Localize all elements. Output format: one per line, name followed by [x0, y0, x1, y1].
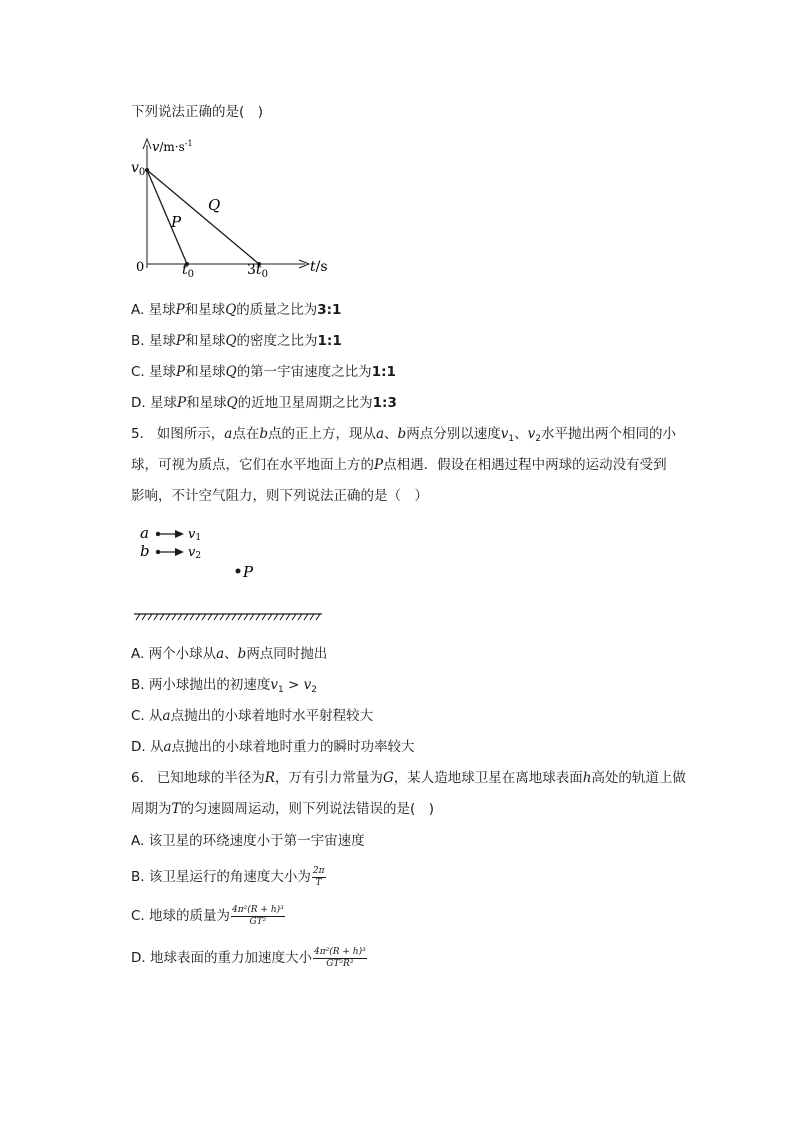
q6-option-b[interactable]: B. 该卫星运行的角速度大小为 $\frac{2\pi}{T}$: [131, 865, 325, 888]
q5-option-a[interactable]: A. 两个小球从a、b两点同时抛出: [131, 646, 328, 662]
q6-option-a[interactable]: A. 该卫星的环绕速度小于第一宇宙速度: [131, 833, 365, 849]
point-p-dot: [236, 569, 241, 574]
q5-option-c[interactable]: C. 从a点抛出的小球着地时水平射程较大: [131, 708, 374, 724]
q6-option-c[interactable]: C. 地球的质量为 $\frac{\text{4π²(R + h)³}}{\text{GT²}}$: [131, 904, 284, 927]
q5-option-d[interactable]: D. 从a点抛出的小球着地时重力的瞬时功率较大: [131, 739, 415, 755]
line-q-label: Q: [208, 196, 221, 214]
q6-option-d[interactable]: D. 地球表面的重力加速度大小 $\frac{\text{4π²(R + h)³}}{\text{GT²R²}}$: [131, 946, 366, 969]
q4-option-c[interactable]: C. 星球P和星球Q的第一宇宙速度之比为1:1: [131, 364, 396, 380]
surface-gravity-fraction: $\frac{\text{4π²(R + h)³}}{\text{GT²R²}}$: [313, 946, 366, 969]
q6-stem-line-2: 周期为T的匀速圆周运动，则下列说法错误的是( ): [131, 801, 435, 817]
line-q: [147, 170, 259, 264]
origin-label: 0: [136, 260, 145, 275]
v0-label: $v_0$: [131, 160, 146, 178]
q5-stem-line-2: 球，可视为质点，它们在水平地面上方的P点相遇．假设在相遇过程中两球的运动没有受到: [131, 457, 667, 473]
q6-stem-line-1: 6. 已知地球的半径为R，万有引力常量为G，某人造地球卫星在离地球表面h高处的轨道上做: [131, 770, 686, 786]
ground-hatch: [136, 614, 320, 620]
q5-stem-line-3: 影响，不计空气阻力，则下列说法正确的是（ ）: [131, 488, 428, 504]
v1-label: v1: [188, 527, 202, 543]
v2-label: v2: [188, 545, 202, 561]
angular-velocity-fraction: $\frac{2\pi}{T}$: [312, 865, 325, 888]
3t0-tick-label: $3t_0$: [247, 262, 268, 280]
q5-option-b[interactable]: B. 两小球抛出的初速度$v_1 > v_2$: [131, 677, 317, 695]
point-p-label: P: [243, 563, 254, 581]
earth-mass-fraction: $\frac{\text{4π²(R + h)³}}{\text{GT²}}$: [232, 904, 284, 927]
q4-option-d[interactable]: D. 星球P和星球Q的近地卫星周期之比为1:3: [131, 395, 397, 411]
v-axis-label: $v/m\cdot s^{-1}$: [152, 139, 193, 155]
velocity-time-graph: [125, 133, 340, 281]
line-p-label: P: [171, 213, 182, 231]
v0-dot: [145, 168, 149, 172]
question-stem: 下列说法正确的是( ): [131, 104, 264, 120]
point-a-label: a: [140, 524, 149, 542]
q4-option-b[interactable]: B. 星球P和星球Q的密度之比为1:1: [131, 333, 342, 349]
t-axis-label: t/s: [310, 259, 328, 275]
t0-tick-label: $t_0$: [182, 262, 195, 280]
point-b-label: b: [140, 542, 150, 560]
q5-stem-line-1: 5. 如图所示，a点在b点的正上方，现从a、b两点分别以速度$v_1$、$v_2$水平抛出两个相同的小: [131, 426, 676, 444]
q4-option-a[interactable]: A. 星球P和星球Q的质量之比为3:1: [131, 302, 342, 318]
projectile-figure: [130, 520, 330, 625]
